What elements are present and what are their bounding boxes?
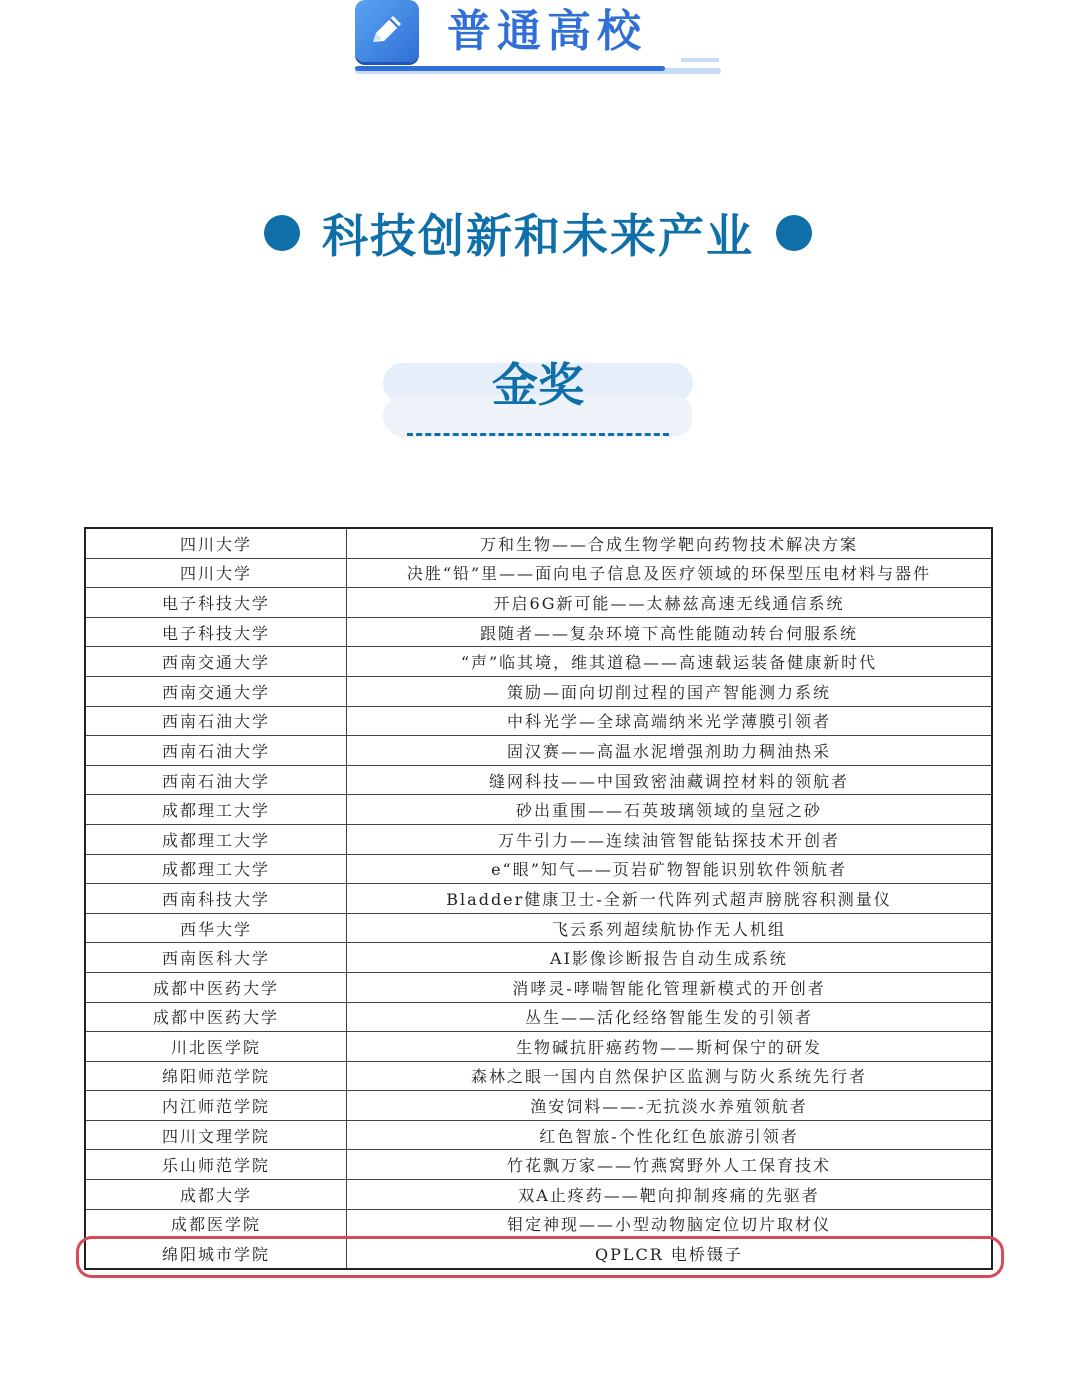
table-row [85,647,992,677]
award-title: 金奖 [492,358,584,412]
bullet-dot-left-icon [264,215,300,251]
project-cell: 开启6G新可能——太赫兹高速无线通信系统 [347,588,993,618]
school-cell: 西南科技大学 [85,884,347,914]
project-cell: 策励—面向切削过程的国产智能测力系统 [347,676,993,706]
school-cell: 西南石油大学 [85,765,347,795]
school-cell: 川北医学院 [85,1032,347,1062]
project-cell: 跟随者——复杂环境下高性能随动转台伺服系统 [347,617,993,647]
section-title: 科技创新和未来产业 [322,209,754,263]
school-cell: 成都理工大学 [85,854,347,884]
school-cell: 绵阳城市学院 [85,1239,347,1269]
project-cell: QPLCR 电桥镊子 [347,1239,993,1269]
project-cell: 生物碱抗肝癌药物——斯柯保宁的研发 [347,1032,993,1062]
school-cell: 西南石油大学 [85,736,347,766]
school-cell: 成都中医药大学 [85,1002,347,1032]
school-cell: 成都中医药大学 [85,972,347,1002]
project-cell: 固汉赛——高温水泥增强剂助力稠油热采 [347,736,993,766]
school-cell: 西华大学 [85,913,347,943]
section-heading [0,200,1076,266]
table-row [85,913,992,943]
table-row [85,943,992,973]
table-row [85,1032,992,1062]
table-row [85,588,992,618]
project-cell: 砂出重围——石英玻璃领域的皇冠之砂 [347,795,993,825]
award-table [84,527,993,1270]
table-row [85,854,992,884]
table-row [85,706,992,736]
project-cell: 中科光学—全球高端纳米光学薄膜引领者 [347,706,993,736]
table-row [85,824,992,854]
school-cell: 西南石油大学 [85,706,347,736]
project-cell: Bladder健康卫士-全新一代阵列式超声膀胱容积测量仪 [347,884,993,914]
project-cell: 万牛引力——连续油管智能钻探技术开创者 [347,824,993,854]
project-cell: 缝网科技——中国致密油藏调控材料的领航者 [347,765,993,795]
table-row [85,1180,992,1210]
project-cell: 森林之眼一国内自然保护区监测与防火系统先行者 [347,1061,993,1091]
project-cell: 钼定神现——小型动物脑定位切片取材仪 [347,1209,993,1239]
project-cell: 飞云系列超续航协作无人机组 [347,913,993,943]
table-row [85,736,992,766]
project-cell: 丛生——活化经络智能生发的引领者 [347,1002,993,1032]
school-cell: 西南交通大学 [85,647,347,677]
table-row [85,1091,992,1121]
project-cell: e“眼”知气——页岩矿物智能识别软件领航者 [347,854,993,884]
award-dashed-underline [407,433,669,436]
highlight-outline [76,1236,1004,1278]
school-cell: 乐山师范学院 [85,1150,347,1180]
table-row [85,1061,992,1091]
school-cell: 成都大学 [85,1180,347,1210]
table-row [85,558,992,588]
project-cell: 万和生物——合成生物学靶向药物技术解决方案 [347,528,993,558]
table-row [85,1150,992,1180]
school-cell: 内江师范学院 [85,1091,347,1121]
award-badge [383,355,693,443]
project-cell: 竹花飘万家——竹燕窝野外人工保育技术 [347,1150,993,1180]
table-row [85,884,992,914]
school-cell: 成都理工大学 [85,795,347,825]
pencil-icon [355,0,419,62]
school-cell: 成都医学院 [85,1209,347,1239]
project-cell: “声”临其境，维其道稳——高速载运装备健康新时代 [347,647,993,677]
project-cell: 渔安饲料——-无抗淡水养殖领航者 [347,1091,993,1121]
school-cell: 成都理工大学 [85,824,347,854]
table-row [85,1209,992,1239]
school-cell: 四川大学 [85,558,347,588]
page-header [355,0,725,76]
header-title: 普通高校 [447,6,647,57]
table-row [85,1002,992,1032]
school-cell: 四川大学 [85,528,347,558]
project-cell: 双A止疼药——靶向抑制疼痛的先驱者 [347,1180,993,1210]
header-dash [681,58,719,62]
table-row [85,617,992,647]
project-cell: 消哮灵-哮喘智能化管理新模式的开创者 [347,972,993,1002]
table-row [85,972,992,1002]
school-cell: 电子科技大学 [85,617,347,647]
table-row [85,676,992,706]
school-cell: 西南医科大学 [85,943,347,973]
school-cell: 西南交通大学 [85,676,347,706]
bullet-dot-right-icon [776,215,812,251]
table-row [85,765,992,795]
project-cell: AI影像诊断报告自动生成系统 [347,943,993,973]
table-row [85,528,992,558]
header-underline-accent [355,66,665,71]
project-cell: 红色智旅-个性化红色旅游引领者 [347,1120,993,1150]
school-cell: 电子科技大学 [85,588,347,618]
table-row [85,1120,992,1150]
table-row [85,795,992,825]
school-cell: 四川文理学院 [85,1120,347,1150]
project-cell: 决胜“铅”里——面向电子信息及医疗领域的环保型压电材料与器件 [347,558,993,588]
school-cell: 绵阳师范学院 [85,1061,347,1091]
